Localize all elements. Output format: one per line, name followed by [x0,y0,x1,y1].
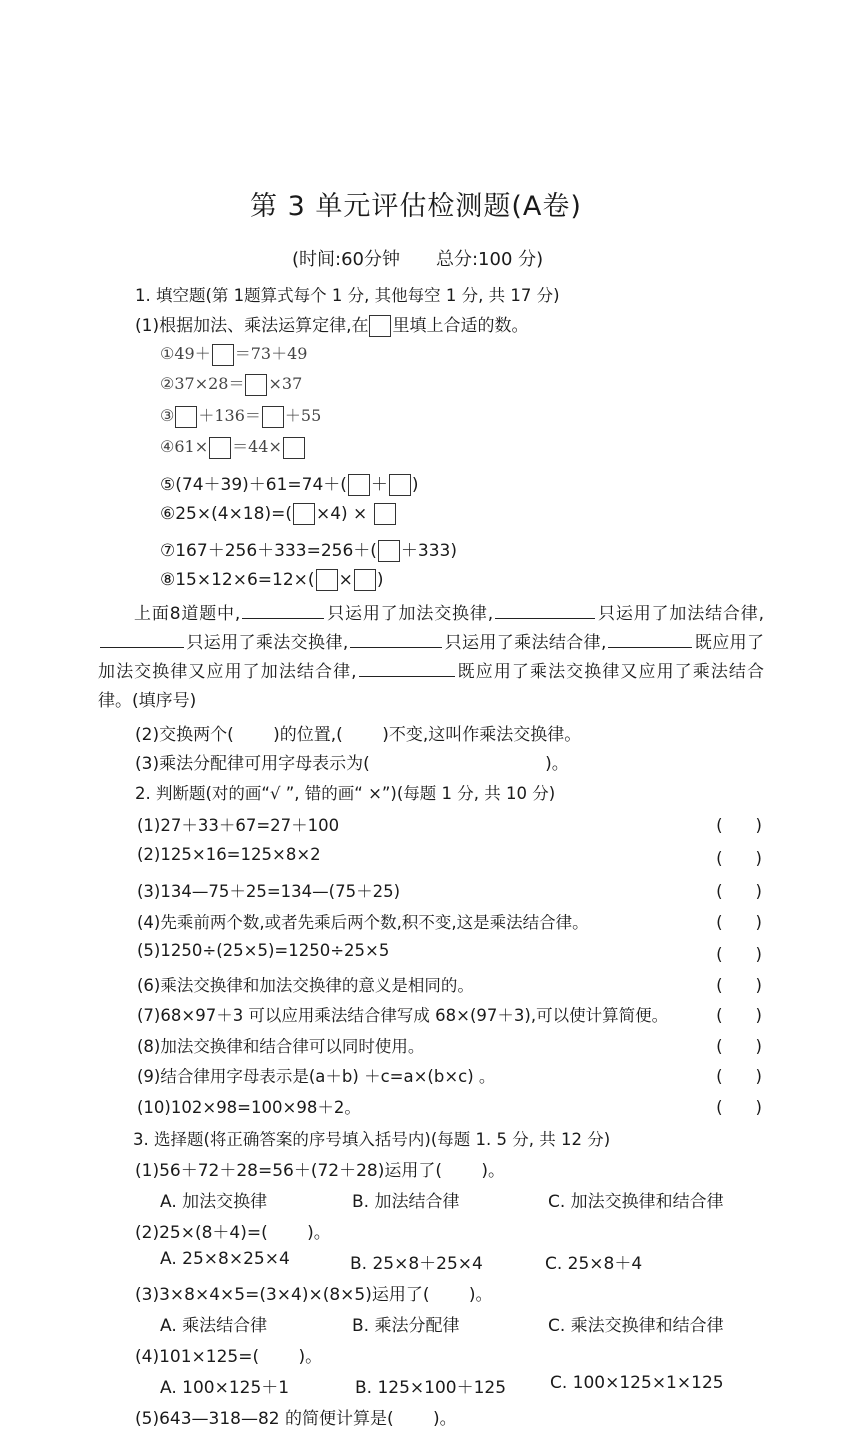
answer-parens[interactable]: ( ) [716,913,762,932]
answer-parens[interactable]: ( ) [716,1037,762,1056]
judge-item: (10)102×98=100×98＋2。 [137,1098,361,1117]
answer-box[interactable] [212,344,234,366]
q1-item-7 [160,536,457,562]
choice-stem: (5)643—318—82 的简便计算是( )。 [135,1409,457,1429]
answer-parens[interactable]: ( ) [716,849,762,868]
choice-option-c[interactable]: C. 100×125×1×125 [550,1373,724,1393]
judge-item: (1)27＋33＋67=27＋100 [137,816,340,835]
para-text: 既应用了乘法交换律又应用了乘法结合律。(填序号) [98,662,764,711]
choice-option-b[interactable]: B. 乘法分配律 [352,1316,460,1336]
para-text: 只运用了乘法交换律, [186,633,349,653]
para-text: 既应用了加法交换律又应用了加法结合律, [98,633,764,682]
answer-parens[interactable]: ( ) [716,816,762,835]
q1-item-3-text-c: ＋55 [284,406,322,425]
q1-item-1 [160,341,307,366]
q1-item-2-text-b: ×37 [268,374,303,393]
q1-item-3 [160,403,321,428]
q1-item-4-text-b: ＝44× [232,437,282,456]
judge-item: (8)加法交换律和结合律可以同时使用。 [137,1037,425,1056]
answer-parens[interactable]: ( ) [716,945,762,964]
answer-box[interactable] [389,474,411,496]
answer-parens[interactable]: ( ) [716,976,762,995]
choice-stem: (2)25×(8＋4)=( )。 [135,1223,331,1243]
q1-item-8 [160,569,383,591]
choice-option-a[interactable]: A. 乘法结合律 [160,1316,268,1336]
judge-item: (5)1250÷(25×5)=1250÷25×5 [137,941,390,960]
q1-part2: (2)交换两个( )的位置,( )不变,这叫作乘法交换律。 [135,725,582,745]
para-text: 上面8道题中, [134,604,241,624]
judge-item: (4)先乘前两个数,或者先乘后两个数,积不变,这是乘法结合律。 [137,913,589,932]
answer-box[interactable] [369,315,391,337]
para-text: 只运用了乘法结合律, [444,633,607,653]
answer-parens[interactable]: ( ) [716,882,762,901]
judge-item: (3)134—75＋25=134—(75＋25) [137,882,401,901]
judge-item: (7)68×97＋3 可以应用乘法结合律写成 68×(97＋3),可以使计算简便。 [137,1006,669,1025]
fill-blank[interactable] [495,604,595,619]
q3-heading: 3. 选择题(将正确答案的序号填入括号内)(每题 1. 5 分, 共 12 分) [133,1130,611,1149]
answer-box[interactable] [354,569,376,591]
choice-option-b[interactable]: B. 125×100＋125 [355,1378,507,1398]
q1-part1-text-a: (1)根据加法、乘法运算定律,在 [135,316,369,336]
choice-stem: (4)101×125=( )。 [135,1347,323,1367]
answer-parens[interactable]: ( ) [716,1098,762,1117]
q1-item-8-text-c: ) [376,570,384,590]
q1-fill-paragraph [98,600,764,716]
answer-box[interactable] [293,503,315,525]
choice-option-a[interactable]: A. 100×125＋1 [160,1378,290,1398]
choice-option-c[interactable]: C. 加法交换律和结合律 [548,1192,724,1212]
q1-item-3-text-a: ③ [160,406,175,425]
q1-item-5-text-a: ⑤(74＋39)＋61=74＋( [160,475,347,495]
q1-item-6-text-b: ×4) × [315,504,368,524]
q1-item-2 [160,371,302,396]
q1-part1-text-b: 里填上合适的数。 [392,316,529,336]
q1-item-3-text-b: ＋136＝ [198,406,261,425]
answer-parens[interactable]: ( ) [716,1006,762,1025]
q1-item-6 [160,503,397,525]
q1-item-5-text-b: ＋ [370,475,388,495]
answer-box[interactable] [262,406,284,428]
answer-box[interactable] [175,406,197,428]
fill-blank[interactable] [350,633,442,648]
q1-item-4-text-a: ④61× [160,437,209,456]
answer-box[interactable] [316,569,338,591]
exam-meta: (时间:60分钟 总分:100 分) [292,249,544,270]
answer-parens[interactable]: ( ) [716,1067,762,1086]
choice-stem: (3)3×8×4×5=(3×4)×(8×5)运用了( )。 [135,1285,493,1305]
answer-box[interactable] [348,474,370,496]
q1-item-2-text-a: ②37×28＝ [160,374,245,393]
q1-item-7-text-b: ＋333) [400,541,458,561]
q1-item-8-text-a: ⑧15×12×6=12×( [160,570,315,590]
q1-heading: 1. 填空题(第 1题算式每个 1 分, 其他每空 1 分, 共 17 分) [135,286,560,305]
fill-blank[interactable] [359,662,455,677]
q1-item-6-text-a: ⑥25×(4×18)=( [160,504,292,524]
q1-item-8-text-b: × [338,570,353,590]
choice-option-b[interactable]: B. 25×8＋25×4 [350,1254,483,1274]
choice-option-c[interactable]: C. 乘法交换律和结合律 [548,1316,724,1336]
answer-box[interactable] [245,374,267,396]
fill-blank[interactable] [608,633,692,648]
answer-box[interactable] [283,437,305,459]
choice-option-c[interactable]: C. 25×8＋4 [545,1254,643,1274]
q1-part3: (3)乘法分配律可用字母表示为( )。 [135,754,569,774]
q1-item-5 [160,470,419,496]
fill-blank[interactable] [100,633,184,648]
q1-item-7-text-a: ⑦167＋256＋333=256＋( [160,541,377,561]
q1-item-1-text-b: ＝73＋49 [234,344,308,363]
q2-heading: 2. 判断题(对的画“√ ”, 错的画“ ×”)(每题 1 分, 共 10 分) [135,784,556,803]
page-title: 第 3 单元评估检测题(A卷) [250,191,582,222]
choice-stem: (1)56＋72＋28=56＋(72＋28)运用了( )。 [135,1161,506,1181]
para-text: 只运用了加法结合律, [597,604,765,624]
answer-box[interactable] [378,540,400,562]
choice-option-b[interactable]: B. 加法结合律 [352,1192,460,1212]
q1-item-5-text-c: ) [411,475,419,495]
q1-item-4 [160,434,306,459]
fill-blank[interactable] [242,604,324,619]
choice-option-a[interactable]: A. 25×8×25×4 [160,1249,290,1269]
q1-part1-instruction [135,311,528,337]
para-text: 只运用了加法交换律, [326,604,494,624]
judge-item: (9)结合律用字母表示是(a＋b) ＋c=a×(b×c) 。 [137,1067,496,1086]
q1-item-1-text-a: ①49＋ [160,344,211,363]
choice-option-a[interactable]: A. 加法交换律 [160,1192,268,1212]
judge-item: (2)125×16=125×8×2 [137,845,321,864]
answer-box[interactable] [209,437,231,459]
judge-item: (6)乘法交换律和加法交换律的意义是相同的。 [137,976,474,995]
answer-box[interactable] [374,503,396,525]
